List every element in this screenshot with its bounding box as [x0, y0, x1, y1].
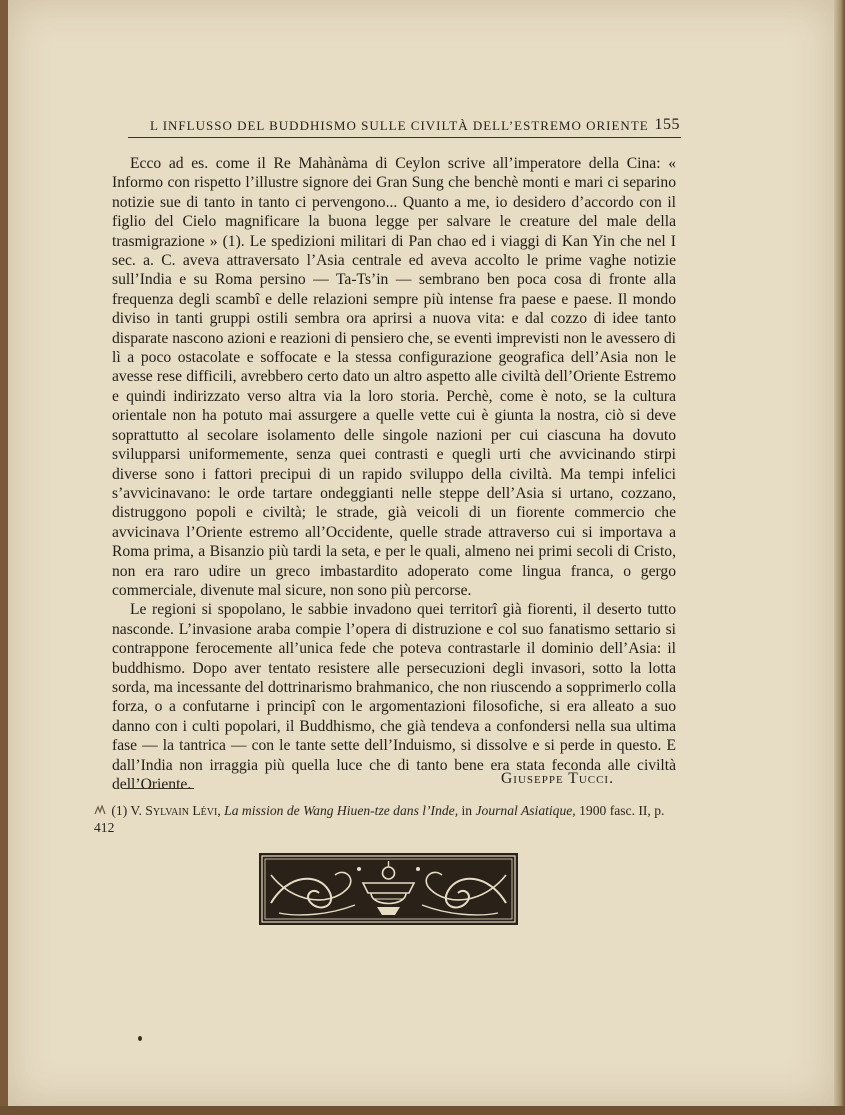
- footnote: [94, 802, 674, 836]
- article-body: [112, 154, 676, 794]
- paragraph-1: Ecco ad es. come il Re Mahànàma di Ceylon scrive all’imperatore della Cina: « Informo con rispetto l’illustre signore dei Gran Sung che benchè monti e mari ci separino notizie sue di tanto in tanto ci pervengono... Quanto a me, io desidero d’accordo con il figlio del Cielo magnificare la buona legge per salvare le creature del male della trasmigrazione » (1). Le spedizioni militari di Pan chao ed i viaggi di Kan Yin che nel I sec. a. C. aveva attraversato l’Asia centrale ed aveva accolto le prime vaghe notizie sull’India e su Roma persino — Ta-Ts’in — sembrano ben poca cosa di fronte alla frequenza degli scambî e delle relazioni sempre più intense fra paese e paese. Il mondo diviso in tanti gruppi ostili sembra ora aprirsi a nuova vita: e dal cozzo di idee tanto disparate nascono azioni e reazioni di pensiero che, se eventi imprevisti non le avessero di lì a poco ostacolate e soffocate e la stessa configurazione geografica dell’Asia non le avesse rese difficili, avrebbero certo dato un altro aspetto alle civiltà dell’Oriente Estremo e quindi indirizzato verso altra via la loro storia. Perchè, come è noto, se la cultura orientale non ha potuto mai assurgere a quelle vette cui è giunta la nostra, ciò si deve soprattutto al secolare isolamento delle singole nazioni per cui ciascuna ha dovuto svilupparsi uniformemente, senza quei contrasti e quegli urti che avvicinando stirpi diverse sono i fattori precipui di un rapido sviluppo della civiltà. Ma tempi infelici s’avvicinavano: le orde tartare ondeggianti nelle steppe dell’Asia si urtano, cozzano, distruggono popoli e civiltà; le strade, già veicoli di un fiorente commercio che avvicinava l’Oriente estremo all’Occidente, quelle strade attraverso cui si importava a Roma prima, a Bisanzio più tardi la seta, e per le quali, almeno nei primi secoli di Cristo, non era raro udire un greco imbastardito adoperato come lingua franca, o gergo commerciale, divenute mal sicure, non sono più percorse.: [112, 155, 676, 599]
- footnote-marker: (1) V.: [111, 803, 142, 818]
- author-signature: Giuseppe Tucci.: [501, 770, 614, 787]
- footnote-journal: Journal Asiatique,: [475, 803, 576, 818]
- paper-speck: [138, 1036, 142, 1041]
- page-edge-bottom: [0, 1106, 845, 1115]
- footnote-mark-icon: [94, 802, 108, 819]
- tailpiece-ornament: [259, 853, 518, 925]
- footnote-author: Sylvain Lévi,: [145, 803, 221, 818]
- footnote-details: 1900 fasc. II, p. 412: [94, 803, 665, 835]
- paragraph-2: Le regioni si spopolano, le sabbie invadono quei territorî già fiorenti, il deserto tutto nasconde. L’invasione araba compie l’opera di distruzione e col suo fanatismo settario si contrappone ferocemente all’unica fede che poteva contrastarle il dominio dell’Asia: il buddhismo. Dopo aver tentato resistere alle persecuzioni degli invasori, sotto la lotta sorda, ma incessante del dottrinarismo brahmanico, che non riuscendo a sopprimerlo colla forza, o a confutarne i principî con le argomentazioni filosofiche, si era alleato a suo danno con i culti popolari, il Buddhismo, che già tendeva a confondersi nella sua ultima fase — la tantrica — con le tante sette dell’Induismo, si dissolve e si perde in questo. E dall’India non irraggia più quella luce che di tanto bene era stata feconda alle civiltà dell’Oriente.: [112, 601, 676, 793]
- running-head: [150, 116, 680, 138]
- footnote-in: in: [461, 803, 473, 818]
- page-edge-right: [834, 0, 845, 1115]
- footnote-title: La mission de Wang Hiuen-tze dans l’Inde,: [224, 803, 459, 818]
- running-head-title: L INFLUSSO DEL BUDDHISMO SULLE CIVILTÀ DELL’ESTREMO ORIENTE: [150, 118, 649, 133]
- footnote-separator-rule: [124, 788, 194, 789]
- header-rule: [128, 137, 681, 138]
- page-number: 155: [654, 116, 680, 133]
- ornament-graphic: [259, 853, 518, 925]
- signature-row: [124, 770, 614, 790]
